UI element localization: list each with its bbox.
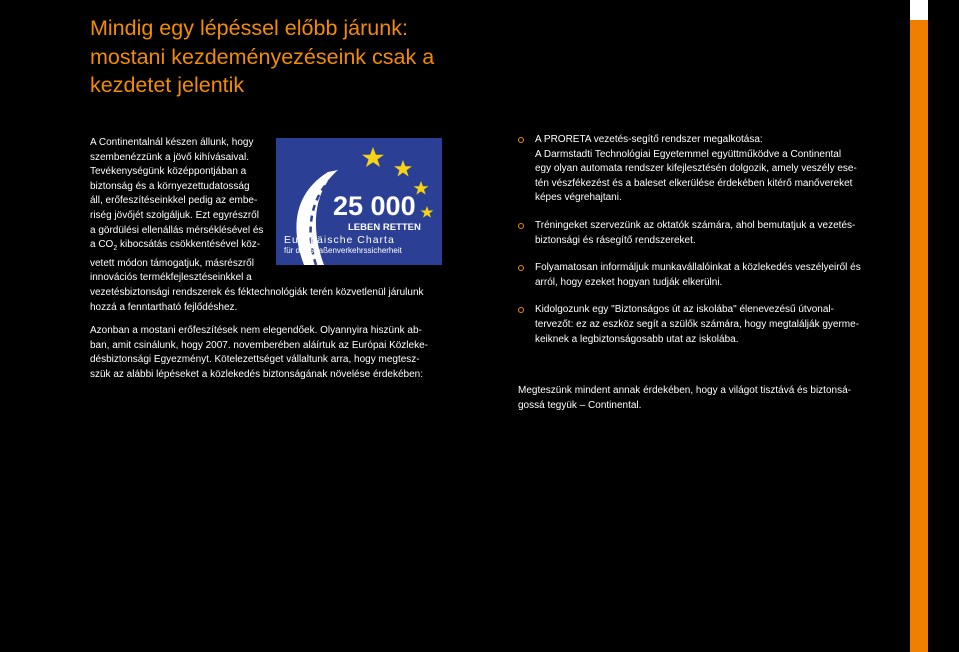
intro-narrow-column <box>90 136 268 286</box>
text-line: gossá tegyük – Continental. <box>518 399 642 411</box>
text-line: szembenézzünk a jövő kihívásaival. <box>90 151 249 163</box>
star-icon <box>414 181 429 195</box>
bullet-list <box>518 133 868 360</box>
text-line: Kidolgozunk egy "Biztonságos út az iskolába" élenevezésű útvonal- <box>535 304 834 316</box>
text-line: tervezőt: ez az eszköz segít a szülők számára, hogy megtalálják gyerme- <box>535 318 860 330</box>
list-item <box>518 133 868 206</box>
text-line: Folyamatosan informáljuk munkavállalóinkat a közlekedés veszélyeiről és <box>535 262 861 274</box>
text-line: tén vészfékezést és a baleset elkerülése érdekében kitérő manővereket <box>535 177 853 189</box>
text-line: arról, hogy ezeket hogyan tudják elkerülni. <box>535 276 723 288</box>
list-item <box>518 219 868 248</box>
text-line: ban, amit csinálunk, hogy 2007. novemberében aláírtuk az Európai Közleke- <box>90 339 428 351</box>
star-icon <box>362 147 384 167</box>
text-line: áll, erőfeszítéseinkkel pedig az embe- <box>90 195 258 207</box>
text-line: Azonban a mostani erőfeszítések nem elegendőek. Olyannyira hiszünk ab- <box>90 325 422 336</box>
text-line: szük az alábbi lépéseket a közlekedés biztonságának növelése érdekében: <box>90 368 423 380</box>
text-line: egy olyan automata rendszer kifejlesztésén dolgozik, amely veszély ese- <box>535 163 857 175</box>
text-line: Tevékenységünk középpontjában a <box>90 166 247 178</box>
road-safety-charter-badge <box>276 138 442 265</box>
bullet-icon <box>518 137 524 143</box>
text-line: Tréningeket szervezünk az oktatók számára, ahol bemutatjuk a vezetés- <box>535 219 856 231</box>
charter-logo <box>276 138 442 265</box>
co2-post: kibocsátás csökkentésével köz- <box>117 239 261 251</box>
title-line: Mindig egy lépéssel előbb járunk: <box>90 16 408 40</box>
badge-subtitle: LEBEN RETTEN <box>348 222 421 233</box>
text-line: keiknek a legbiztonságosabb utat az iskolába. <box>535 333 739 345</box>
sidebar-white-block <box>910 0 928 20</box>
commitment-paragraph <box>90 324 442 382</box>
star-icon <box>394 160 412 177</box>
text-line: désbiztonsági Egyezményt. Kötelezettséget vállaltunk arra, hogy megtesz- <box>90 354 420 366</box>
closing-paragraph <box>518 384 868 413</box>
text-line: biztonsági és rásegítő rendszereket. <box>535 234 696 246</box>
text-line: hozzá a fenntartható fejlődéshez. <box>90 301 238 313</box>
title-line: mostani kezdeményezéseink csak a <box>90 44 435 69</box>
co2-subscript: 2 <box>113 245 118 253</box>
page-title <box>90 14 490 100</box>
text-line: A Continentalnál készen állunk, hogy <box>90 137 254 148</box>
list-item <box>518 303 868 347</box>
text-line: A PRORETA vezetés-segítő rendszer megalkotása: <box>535 134 763 145</box>
text-line: riség jövőjét szolgáljuk. Ezt egyrészről <box>90 209 259 221</box>
text-line: a gördülési ellenállás mérséklésével és <box>90 224 264 236</box>
bullet-icon <box>518 223 524 229</box>
text-line: Megteszünk mindent annak érdekében, hogy a világot tisztává és biztonsá- <box>518 385 851 396</box>
badge-line2: für die Straßenverkehrssicherheit <box>284 246 402 255</box>
star-icon <box>421 206 434 218</box>
badge-number: 25 000 <box>333 191 416 221</box>
title-line: kezdetet jelentik <box>90 73 245 97</box>
sidebar-orange-bar <box>910 20 928 652</box>
intro-full-column <box>90 286 442 315</box>
text-line: vezetésbiztonsági rendszerek és féktechnológiák terén közvetlenül járulunk <box>90 286 424 298</box>
text-line: képes végrehajtani. <box>535 192 622 204</box>
text-line: A Darmstadti Technológiai Egyetemmel együttműködve a Continental <box>535 148 842 160</box>
list-item <box>518 261 868 290</box>
co2-pre: a CO <box>90 239 114 251</box>
bullet-icon <box>518 307 524 313</box>
text-line: innovációs termékfejlesztéseinkkel a <box>90 272 252 284</box>
badge-line1: Europäische Charta <box>284 234 395 246</box>
text-line: biztonság és a környezettudatosság <box>90 180 250 192</box>
co2-line <box>90 238 268 257</box>
text-line: vetett módon támogatjuk, másrészről <box>90 257 254 269</box>
bullet-icon <box>518 265 524 271</box>
